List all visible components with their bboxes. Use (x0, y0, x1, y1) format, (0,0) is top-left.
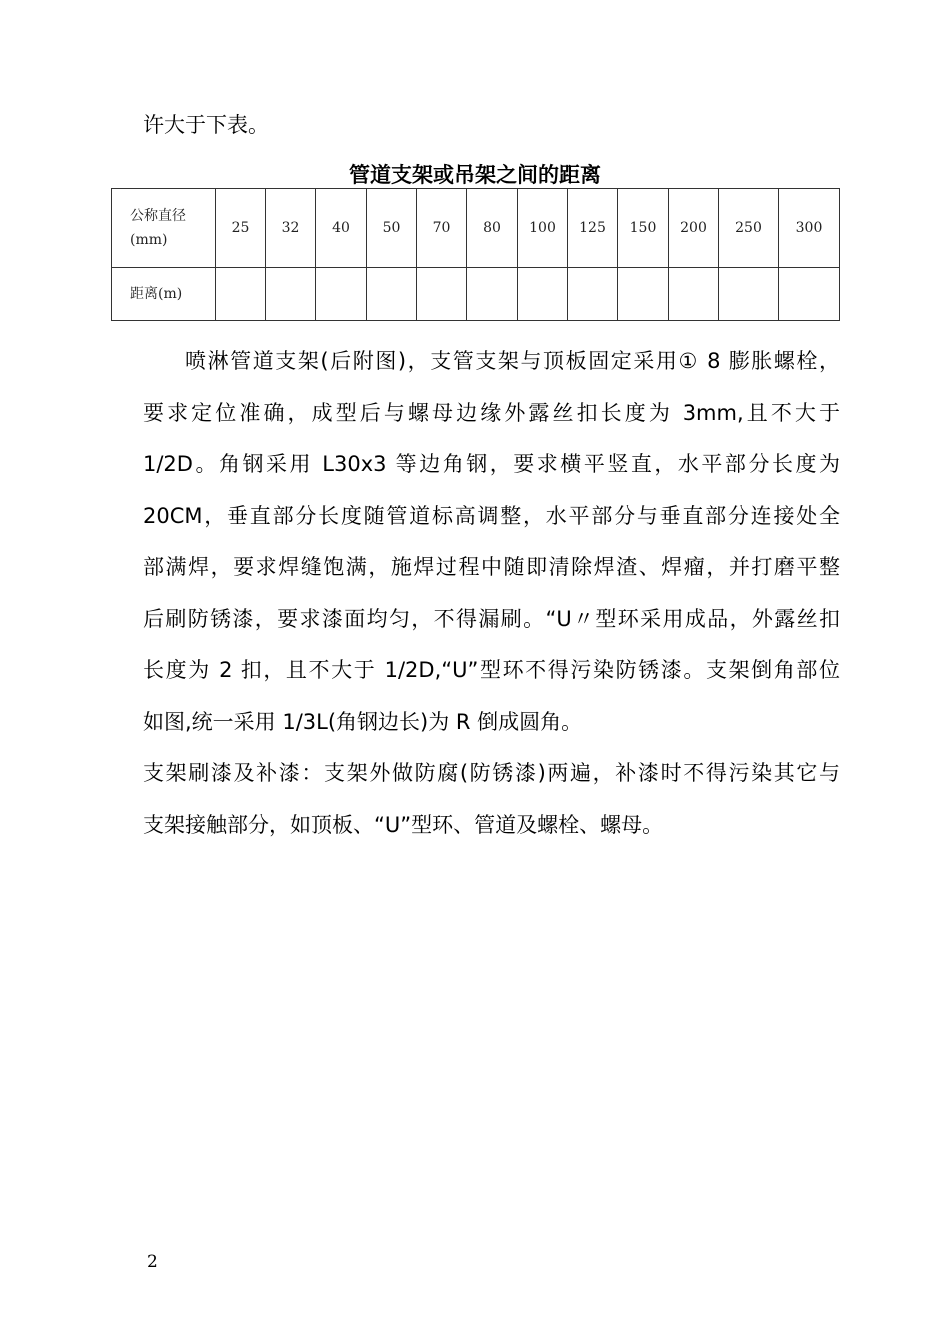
paragraph-line: 要求定位准确，成型后与螺母边缘外露丝扣长度为 3mm,且不大于 (143, 400, 840, 425)
diameter-cell: 80 (467, 189, 518, 268)
distance-cell (467, 268, 518, 321)
diameter-header-unit: (mm) (130, 232, 168, 248)
table-title: 管道支架或吊架之间的距离 (349, 163, 601, 187)
page-number: 2 (147, 1252, 158, 1272)
diameter-cell: 300 (779, 189, 840, 268)
diameter-header-cell (112, 189, 216, 268)
diameter-cell: 200 (669, 189, 719, 268)
distance-cell (417, 268, 467, 321)
distance-cell (266, 268, 316, 321)
diameter-cell: 150 (618, 189, 669, 268)
paragraph-line: 喷淋管道支架(后附图)，支管支架与顶板固定采用① 8 膨胀螺栓， (185, 349, 840, 373)
paragraph-line: 支架刷漆及补漆：支架外做防腐(防锈漆)两遍，补漆时不得污染其它与 (143, 761, 840, 785)
distance-header-cell: 距离(m) (112, 268, 216, 321)
distance-cell (669, 268, 719, 321)
diameter-cell: 100 (518, 189, 568, 268)
diameter-header-label: 公称直径 (130, 208, 186, 224)
diameter-cell: 70 (417, 189, 467, 268)
paragraph-line: 长度为 2 扣，且不大于 1/2D,“U”型环不得污染防锈漆。支架倒角部位 (143, 658, 840, 682)
distance-cell (779, 268, 840, 321)
paragraph-line: 如图,统一采用 1/3L(角钢边长)为 R 倒成圆角。 (143, 709, 583, 734)
paragraph-line: 后刷防锈漆，要求漆面均匀，不得漏刷。“U〃型环采用成品，外露丝扣 (143, 606, 840, 631)
body-text (143, 336, 840, 851)
support-spacing-table (111, 188, 840, 321)
distance-cell (367, 268, 417, 321)
paragraph-line: 20CM，垂直部分长度随管道标高调整，水平部分与垂直部分连接处全 (143, 503, 840, 528)
distance-cell (316, 268, 367, 321)
diameter-cell: 25 (216, 189, 266, 268)
paragraph-line: 部满焊，要求焊缝饱满，施焊过程中随即清除焊渣、焊瘤，并打磨平整 (143, 555, 840, 579)
intro-text: 许大于下表。 (143, 113, 269, 137)
distance-cell (518, 268, 568, 321)
paragraph-line: 1/2D。角钢采用 L30x3 等边角钢，要求横平竖直，水平部分长度为 (143, 452, 840, 476)
diameter-cell: 40 (316, 189, 367, 268)
diameter-cell: 125 (568, 189, 618, 268)
diameter-cell: 250 (719, 189, 779, 268)
table-row-diameter (112, 189, 840, 268)
table-row-distance (112, 268, 840, 321)
diameter-cell: 32 (266, 189, 316, 268)
paragraph-line: 支架接触部分，如顶板、“U”型环、管道及螺栓、螺母。 (143, 812, 664, 837)
distance-cell (618, 268, 669, 321)
distance-cell (568, 268, 618, 321)
distance-cell (719, 268, 779, 321)
distance-cell (216, 268, 266, 321)
diameter-cell: 50 (367, 189, 417, 268)
